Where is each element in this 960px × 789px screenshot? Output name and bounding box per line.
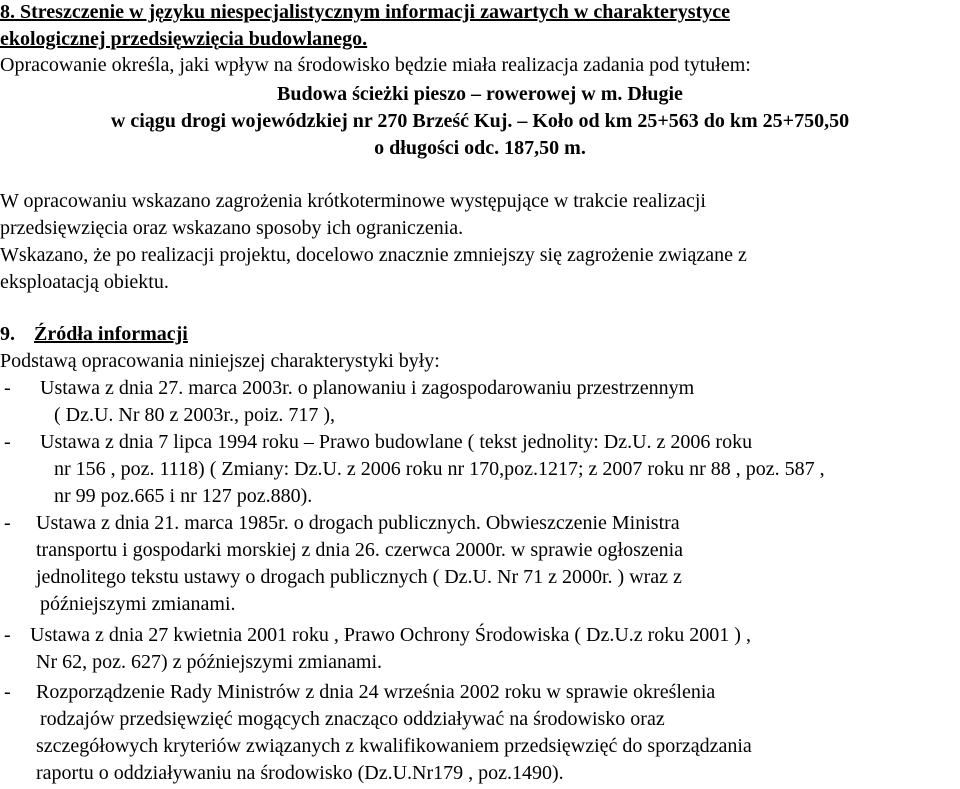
paragraph-1-line2: przedsięwzięcia oraz wskazano sposoby ich ograniczenia. — [0, 217, 464, 239]
list-item-dash: - — [4, 377, 11, 399]
section-9-intro: Podstawą opracowania niniejszej charakterystyki były: — [0, 350, 440, 372]
list-item-line: rodzajów przedsięwzięć mogących znacząco oddziaływać na środowisko oraz — [40, 708, 665, 730]
list-item-line: Rozporządzenie Rady Ministrów z dnia 24 września 2002 roku w sprawie określenia — [36, 681, 716, 703]
list-item-line: Nr 62, poz. 627) z późniejszymi zmianami. — [36, 651, 383, 673]
project-title-line2: w ciągu drogi wojewódzkiej nr 270 Brześć Kuj. – Koło od km 25+563 do km 25+750,50 — [110, 110, 850, 132]
section-8-heading-line2: ekologicznej przedsięwzięcia budowlanego. — [0, 28, 368, 50]
section-8-intro: Opracowanie określa, jaki wpływ na środowisko będzie miała realizacja zadania pod tytułem: — [0, 54, 751, 76]
list-item-line: nr 99 poz.665 i nr 127 poz.880). — [54, 485, 313, 507]
list-item-line: nr 156 , poz. 1118) ( Zmiany: Dz.U. z 2006 roku nr 170,poz.1217; z 2007 roku nr 88 , poz. 587 , — [54, 458, 825, 480]
list-item-dash: - — [4, 431, 11, 453]
paragraph-2-line1: Wskazano, że po realizacji projektu, docelowo znacznie zmniejszy się zagrożenie związane z — [0, 244, 747, 266]
list-item-dash: - — [4, 624, 11, 646]
list-item-line: Ustawa z dnia 21. marca 1985r. o drogach publicznych. Obwieszczenie Ministra — [36, 512, 680, 534]
section-9-heading: Źródła informacji — [34, 323, 188, 345]
project-title-line1: Budowa ścieżki pieszo – rowerowej w m. Długie — [277, 83, 683, 105]
list-item-line: ( Dz.U. Nr 80 z 2003r., poiz. 717 ), — [54, 404, 336, 426]
list-item-line: Ustawa z dnia 27 kwietnia 2001 roku , Prawo Ochrony Środowiska ( Dz.U.z roku 2001 ) , — [30, 624, 751, 646]
list-item-line: Ustawa z dnia 27. marca 2003r. o planowaniu i zagospodarowaniu przestrzennym — [40, 377, 695, 399]
paragraph-2-line2: eksploatacją obiektu. — [0, 271, 169, 293]
list-item-dash: - — [4, 512, 11, 534]
project-title-line3: o długości odc. 187,50 m. — [374, 137, 586, 159]
list-item-line: Ustawa z dnia 7 lipca 1994 roku – Prawo budowlane ( tekst jednolity: Dz.U. z 2006 roku — [40, 431, 753, 453]
list-item-dash: - — [4, 681, 11, 703]
list-item-line: raportu o oddziaływaniu na środowisko (Dz.U.Nr179 , poz.1490). — [36, 762, 564, 784]
paragraph-1-line1: W opracowaniu wskazano zagrożenia krótkoterminowe występujące w trakcie realizacji — [0, 190, 706, 212]
list-item-line: transportu i gospodarki morskiej z dnia 26. czerwca 2000r. w sprawie ogłoszenia — [36, 539, 684, 561]
section-9-number: 9. — [0, 323, 15, 345]
section-8-heading-line1: 8. Streszczenie w języku niespecjalistycznym informacji zawartych w charakterystyce — [0, 1, 730, 23]
list-item-line: jednolitego tekstu ustawy o drogach publicznych ( Dz.U. Nr 71 z 2000r. ) wraz z — [36, 566, 682, 588]
list-item-line: szczegółowych kryteriów związanych z kwalifikowaniem przedsięwzięć do sporządzania — [36, 735, 752, 757]
list-item-line: późniejszymi zmianami. — [40, 593, 236, 615]
